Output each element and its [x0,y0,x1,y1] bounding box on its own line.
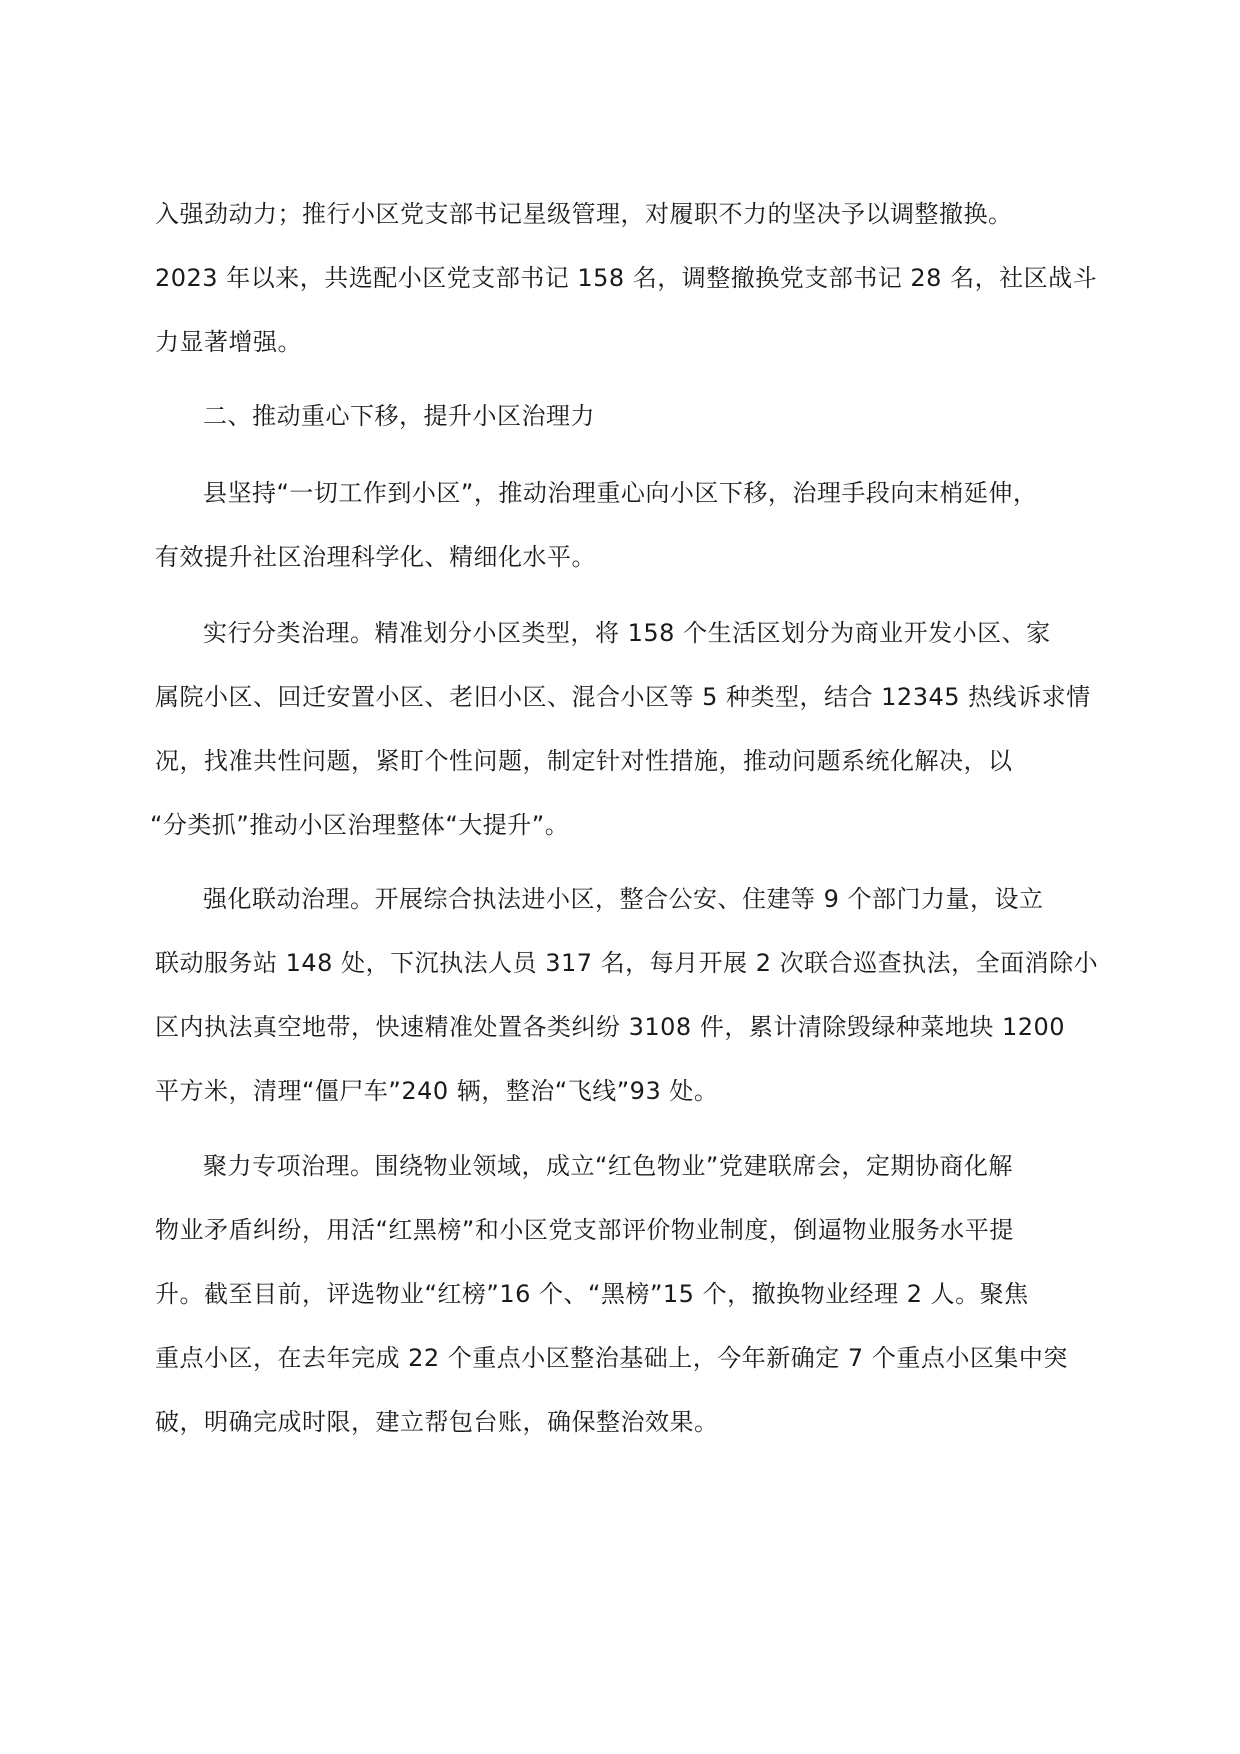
text-line: 实行分类治理。精准划分小区类型，将 158 个生活区划分为商业开发小区、家 [203,619,1051,647]
text-line: 力显著增强。 [155,328,302,356]
text-line: 重点小区，在去年完成 22 个重点小区整治基础上，今年新确定 7 个重点小区集中突 [155,1344,1068,1372]
text-line: 属院小区、回迁安置小区、老旧小区、混合小区等 5 种类型，结合 12345 热线诉求情 [155,683,1091,711]
text-line: 破，明确完成时限，建立帮包台账，确保整治效果。 [155,1408,719,1436]
text-line: 况，找准共性问题，紧盯个性问题，制定针对性措施，推动问题系统化解决，以 [155,747,1013,775]
text-line: “分类抓”推动小区治理整体“大提升”。 [150,811,570,839]
text-line: 升。截至目前，评选物业“红榜”16 个、“黑榜”15 个，撤换物业经理 2 人。聚焦 [155,1280,1029,1308]
section-heading: 二、推动重心下移，提升小区治理力 [203,402,595,430]
text-line: 县坚持“一切工作到小区”，推动治理重心向小区下移，治理手段向末梢延伸， [203,479,1038,507]
text-line: 区内执法真空地带，快速精准处置各类纠纷 3108 件，累计清除毁绿种菜地块 1200 [155,1013,1066,1041]
text-line: 入强劲动力；推行小区党支部书记星级管理，对履职不力的坚决予以调整撤换。 [155,200,1013,228]
text-line: 有效提升社区治理科学化、精细化水平。 [155,543,596,571]
text-line: 物业矛盾纠纷，用活“红黑榜”和小区党支部评价物业制度，倒逼物业服务水平提 [155,1216,1014,1244]
text-line: 聚力专项治理。围绕物业领域，成立“红色物业”党建联席会，定期协商化解 [203,1152,1013,1180]
text-line: 平方米，清理“僵尸车”240 辆，整治“飞线”93 处。 [155,1077,719,1105]
text-line: 联动服务站 148 处，下沉执法人员 317 名，每月开展 2 次联合巡查执法，全面消除小 [155,949,1099,977]
text-line: 2023 年以来，共选配小区党支部书记 158 名，调整撤换党支部书记 28 名，社区战斗 [155,264,1098,292]
text-line: 强化联动治理。开展综合执法进小区，整合公安、住建等 9 个部门力量，设立 [203,885,1044,913]
